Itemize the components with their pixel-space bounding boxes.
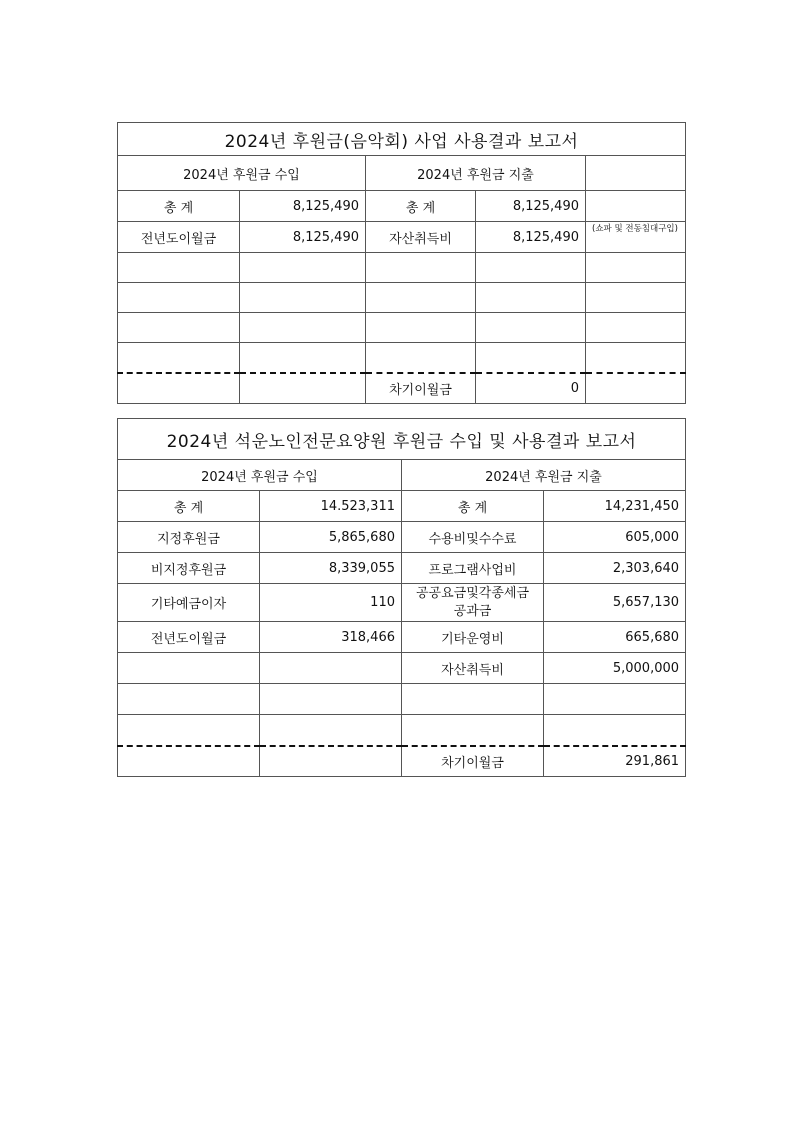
report2-income-label: 기타예금이자 xyxy=(118,584,260,622)
empty-cell xyxy=(118,283,240,313)
empty-cell xyxy=(118,746,260,777)
report2-expense-value: 5,657,130 xyxy=(544,584,686,622)
report1-income-label: 총 계 xyxy=(118,191,240,222)
empty-cell xyxy=(586,253,686,283)
report2-expense-label: 프로그램사업비 xyxy=(402,553,544,584)
empty-cell xyxy=(118,313,240,343)
report2-income-label xyxy=(118,653,260,684)
report2-carry-value: 291,861 xyxy=(544,746,686,777)
report1-carry-value: 0 xyxy=(476,373,586,404)
empty-cell xyxy=(586,283,686,313)
report1-note: (쇼파 및 전동침대구입) xyxy=(586,222,686,253)
report1-income-header: 2024년 후원금 수입 xyxy=(118,156,366,191)
empty-cell xyxy=(260,684,402,715)
report2-income-header: 2024년 후원금 수입 xyxy=(118,460,402,491)
report1-expense-value: 8,125,490 xyxy=(476,222,586,253)
report1-table xyxy=(117,122,686,404)
report2-expense-value: 605,000 xyxy=(544,522,686,553)
empty-cell xyxy=(118,253,240,283)
report2-expense-label: 자산취득비 xyxy=(402,653,544,684)
report2-income-value: 110 xyxy=(260,584,402,622)
report1-note-cell xyxy=(586,191,686,222)
report2-income-value: 5,865,680 xyxy=(260,522,402,553)
empty-cell xyxy=(260,746,402,777)
empty-cell xyxy=(240,373,366,404)
report1-expense-header: 2024년 후원금 지출 xyxy=(366,156,586,191)
empty-cell xyxy=(260,715,402,746)
report2-expense-label: 수용비및수수료 xyxy=(402,522,544,553)
report2-expense-label: 총 계 xyxy=(402,491,544,522)
empty-cell xyxy=(240,283,366,313)
empty-cell xyxy=(586,373,686,404)
report2-expense-value: 665,680 xyxy=(544,622,686,653)
empty-cell xyxy=(544,684,686,715)
report2-expense-value: 2,303,640 xyxy=(544,553,686,584)
empty-cell xyxy=(476,253,586,283)
report2-income-label: 전년도이월금 xyxy=(118,622,260,653)
report1-income-label: 전년도이월금 xyxy=(118,222,240,253)
empty-cell xyxy=(118,715,260,746)
report2-income-label: 총 계 xyxy=(118,491,260,522)
empty-cell xyxy=(240,343,366,373)
report2-expense-label: 기타운영비 xyxy=(402,622,544,653)
report2-income-value: 14.523,311 xyxy=(260,491,402,522)
report1-carry-label: 차기이월금 xyxy=(366,373,476,404)
report2-expense-header: 2024년 후원금 지출 xyxy=(402,460,686,491)
empty-cell xyxy=(366,313,476,343)
report2-income-value: 8,339,055 xyxy=(260,553,402,584)
empty-cell xyxy=(366,253,476,283)
empty-cell xyxy=(402,684,544,715)
report2-expense-value: 5,000,000 xyxy=(544,653,686,684)
empty-cell xyxy=(240,253,366,283)
report2-table xyxy=(117,418,686,777)
empty-cell xyxy=(240,313,366,343)
empty-cell xyxy=(476,313,586,343)
report1-title: 2024년 후원금(음악회) 사업 사용결과 보고서 xyxy=(118,123,686,156)
report2-income-label: 지정후원금 xyxy=(118,522,260,553)
report1-empty-cell xyxy=(586,156,686,191)
empty-cell xyxy=(402,715,544,746)
empty-cell xyxy=(586,343,686,373)
empty-cell xyxy=(586,313,686,343)
empty-cell xyxy=(118,343,240,373)
report1-expense-label: 총 계 xyxy=(366,191,476,222)
report2-title: 2024년 석운노인전문요양원 후원금 수입 및 사용결과 보고서 xyxy=(118,419,686,460)
report2-expense-value: 14,231,450 xyxy=(544,491,686,522)
empty-cell xyxy=(118,684,260,715)
empty-cell xyxy=(366,283,476,313)
report2-income-value xyxy=(260,653,402,684)
report1-income-value: 8,125,490 xyxy=(240,191,366,222)
empty-cell xyxy=(118,373,240,404)
empty-cell xyxy=(366,343,476,373)
report2-income-label: 비지정후원금 xyxy=(118,553,260,584)
report1-income-value: 8,125,490 xyxy=(240,222,366,253)
report1-expense-label: 자산취득비 xyxy=(366,222,476,253)
empty-cell xyxy=(476,283,586,313)
empty-cell xyxy=(544,715,686,746)
report2-expense-label: 공공요금및각종세금 공과금 xyxy=(402,584,544,622)
report2-income-value: 318,466 xyxy=(260,622,402,653)
empty-cell xyxy=(476,343,586,373)
report2-carry-label: 차기이월금 xyxy=(402,746,544,777)
report1-expense-value: 8,125,490 xyxy=(476,191,586,222)
